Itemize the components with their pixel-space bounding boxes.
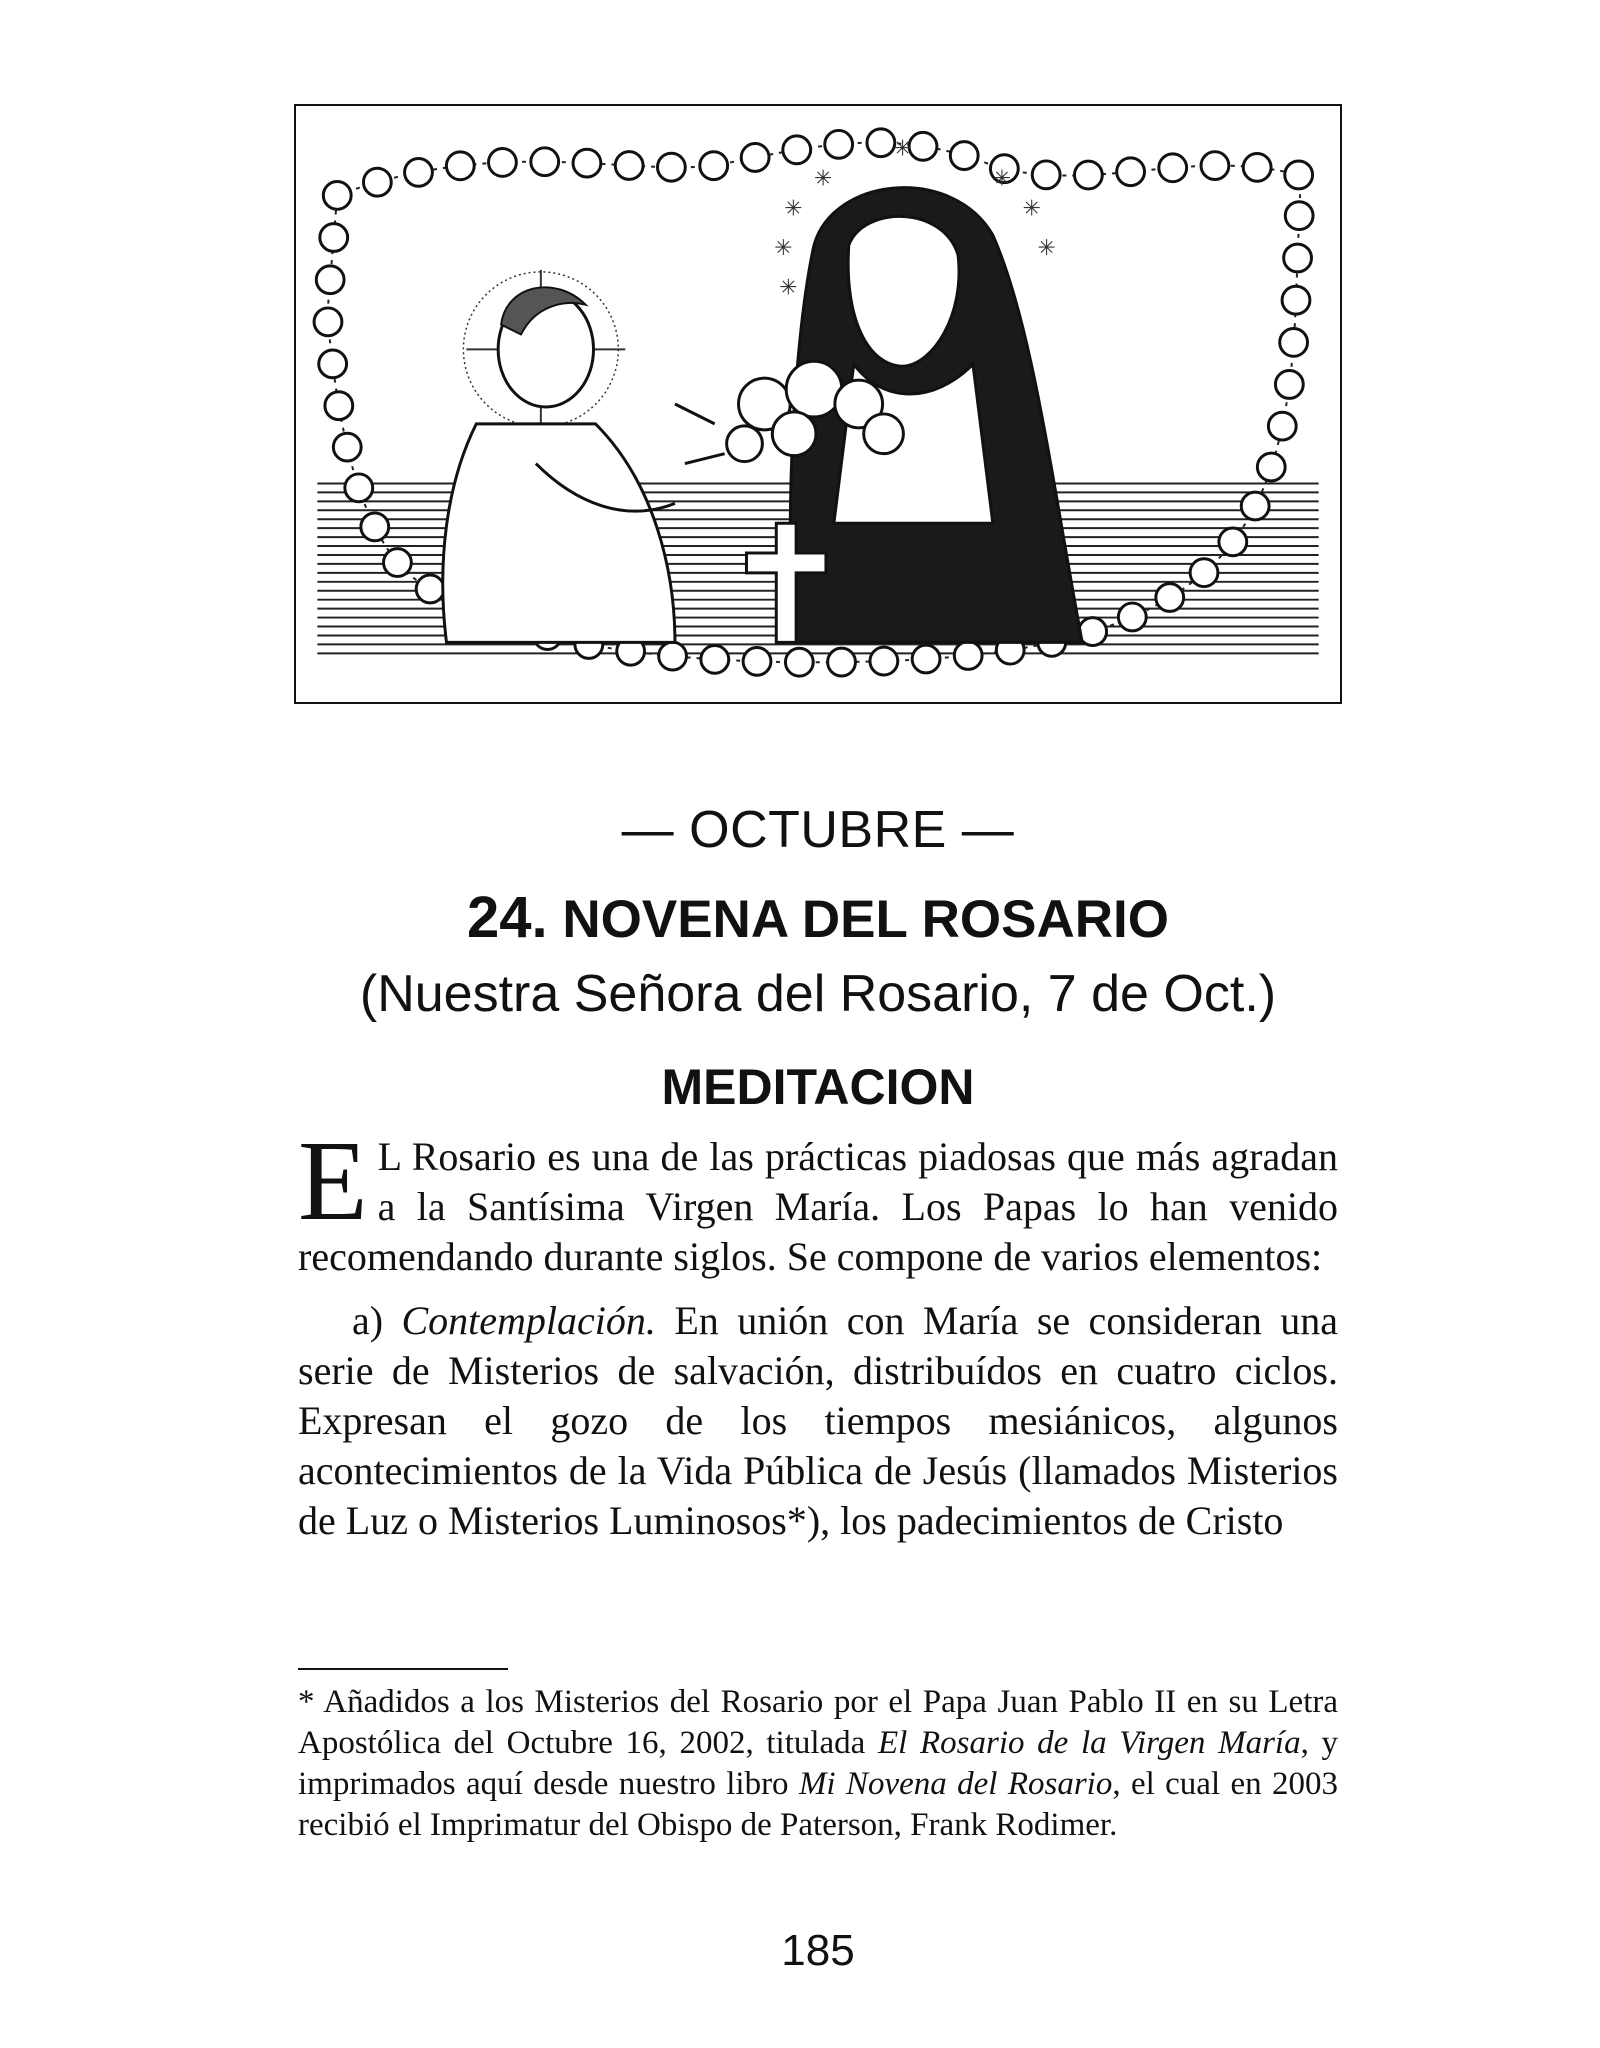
rosary-bead xyxy=(909,132,937,160)
rosary-bead xyxy=(1284,244,1312,272)
rosary-bead xyxy=(1118,603,1146,631)
section-heading: MEDITACION xyxy=(661,1059,975,1115)
rosary-bead xyxy=(384,549,412,577)
paragraph-intro xyxy=(298,1117,1338,1282)
halo-star-icon: ✳ xyxy=(992,166,1012,192)
rosary-bead xyxy=(333,433,361,461)
footnote xyxy=(298,1682,1338,1846)
rosary-bead xyxy=(1257,453,1285,481)
rosary-bead xyxy=(1219,528,1247,556)
rosary-bead xyxy=(912,645,940,673)
page-number: 185 xyxy=(781,1926,855,1975)
rosary-bead xyxy=(573,149,601,177)
rosary-bead xyxy=(1280,329,1308,357)
footnote-title-2: Mi Novena del Rosario xyxy=(798,1766,1113,1802)
novena-title xyxy=(294,884,1342,951)
rosary-bead xyxy=(319,350,347,378)
rosary-bead xyxy=(867,129,895,157)
rosary-bead xyxy=(489,149,517,177)
meditation-body xyxy=(298,1117,1338,1546)
rosary-bead xyxy=(828,648,856,676)
rosary-bead xyxy=(531,148,559,176)
rosary-bead xyxy=(950,142,978,170)
halo-star-icon: ✳ xyxy=(814,166,833,192)
rosary-bead xyxy=(1156,584,1184,612)
rosary-bead xyxy=(785,648,813,676)
footnote-text-3: , el cual en 2003 recibió el Imprimatur del Obispo de Paterson, Frank Rodimer. xyxy=(298,1766,1338,1843)
paragraph-contemplation xyxy=(298,1296,1338,1546)
footnote-text-1: * Añadidos a los Misterios del Rosario por el Papa Juan Pablo II en su Letra Apostólica del Octubre 16, 2002, titulada xyxy=(298,1684,1338,1761)
rosary-bead xyxy=(659,642,687,670)
rosary-bead xyxy=(314,308,342,336)
rosary-bead xyxy=(870,647,898,675)
rosary-bead xyxy=(741,144,769,172)
rosary-bead xyxy=(954,642,982,670)
rosary-bead xyxy=(1074,161,1102,189)
halo-star-icon: ✳ xyxy=(1037,236,1056,261)
rosary-bead xyxy=(363,168,391,196)
footnote-title-1: El Rosario de la Virgen María xyxy=(878,1725,1301,1761)
footnote-divider xyxy=(298,1668,508,1670)
halo-star-icon: ✳ xyxy=(784,196,803,222)
rosary-bead xyxy=(361,513,389,541)
halo-star-icon: ✳ xyxy=(893,136,912,162)
footnote-text-2: , y imprimados aquí desde nuestro libro xyxy=(298,1725,1339,1802)
rosary-bead xyxy=(316,266,344,294)
halo-star-icon: ✳ xyxy=(779,275,798,301)
paragraph-contemplation-text: En unión con María se consideran una serie de Misterios de salvación, distribuídos en cuatro ciclos. Expresan el gozo de los tiempos mesiánicos, algunos acontecimientos de la Vida Pública de Jesús (llamados Misterios de Luz o Misterios Luminosos*), los padecimientos de Cristo xyxy=(298,1298,1338,1543)
rosary-bead xyxy=(1275,371,1303,399)
halo-star-icon: ✳ xyxy=(774,236,793,261)
rosary-bead xyxy=(1190,559,1218,587)
rosary-saint-child-icon xyxy=(296,106,1340,702)
rosary-bead xyxy=(320,224,348,252)
rosary-bead xyxy=(1201,152,1229,180)
rosary-bead xyxy=(446,152,474,180)
novena-subtitle: (Nuestra Señora del Rosario, 7 de Oct.) xyxy=(359,965,1277,1023)
drop-cap: E xyxy=(298,1117,368,1244)
rosary-bead xyxy=(783,136,811,164)
novena-number: 24. xyxy=(466,885,548,950)
rosary-bead xyxy=(1241,492,1269,520)
rosary-bead xyxy=(325,392,353,420)
rosary-bead xyxy=(1032,161,1060,189)
rosary-bead xyxy=(1117,158,1145,186)
rosary-bead xyxy=(615,152,643,180)
rosary-bead xyxy=(323,181,351,209)
novena-title-text: NOVENA DEL ROSARIO xyxy=(562,890,1169,949)
rosary-bead xyxy=(1285,161,1313,189)
month-heading: — OCTUBRE — xyxy=(621,801,1015,859)
rosary-bead xyxy=(700,152,728,180)
rosary-illustration xyxy=(294,104,1342,704)
rosary-bead xyxy=(743,647,771,675)
rosary-bead xyxy=(416,575,444,603)
halo-star-icon: ✳ xyxy=(1022,196,1041,222)
item-letter: a) xyxy=(352,1298,402,1343)
rosary-bead xyxy=(1268,412,1296,440)
rosary-bead xyxy=(1282,286,1310,314)
rosary-bead xyxy=(825,130,853,158)
rosary-bead xyxy=(345,474,373,502)
rosary-bead xyxy=(1285,202,1313,230)
paragraph-intro-text: L Rosario es una de las prácticas piadosas que más agradan a la Santísima Virgen María. Los Papas lo han venido recomendando durante siglos. Se compone de varios elementos: xyxy=(298,1134,1338,1279)
rosary-bead xyxy=(701,645,729,673)
rosary-bead xyxy=(657,153,685,181)
rosary-bead xyxy=(405,158,433,186)
rosary-bead xyxy=(1243,153,1271,181)
item-term: Contemplación. xyxy=(401,1298,656,1343)
rosary-bead xyxy=(1159,154,1187,182)
